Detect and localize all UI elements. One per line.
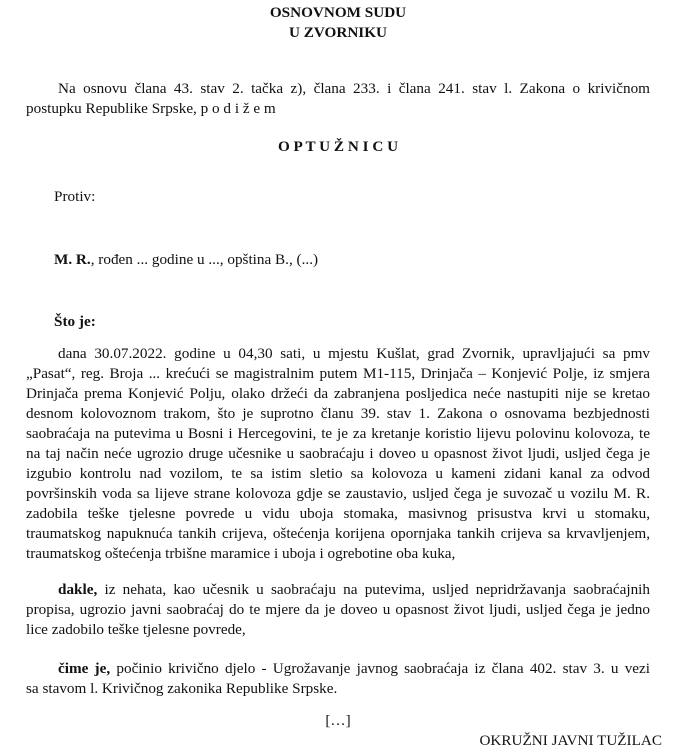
facts-line: desnom kolovoznom trakom, što je suprotno članu 39. stav 1. Zakona o osnovama bezbjednosti [26,405,650,422]
facts-line: dana 30.07.2022. godine u 04,30 sati, u mjestu Kušlat, grad Zvornik, upravljajući sa pmv [58,345,650,362]
document-title: O P T U Ž N I C U [277,138,399,155]
court-name-line1: OSNOVNOM SUDU [269,4,407,21]
cime-je-lead: čime je, [58,660,111,677]
sto-je-label: Što je: [54,313,96,330]
dakle-lead: dakle, [58,581,98,598]
dakle-line1: dakle, iz nehata, kao učesnik u saobraćaju na putevima, usljed nepridržavanja saobraćajnih [58,581,650,598]
facts-line: „Pasat“, reg. Broja ... krećući se magistralnim putem M1-115, Drinjača – Konjević Polje, iz smjera [26,365,650,382]
preamble-line2: postupku Republike Srpske, p o d i ž e m [26,100,276,117]
dakle-line3: lice zadobilo teške tjelesne povrede, [26,621,246,638]
facts-line: traumatskog oštećenja trbišne maramice i uboja i ogrebotine oba kuka, [26,545,456,562]
cime-je-line2: sa stavom l. Krivičnog zakonika Republike Srpske. [26,680,338,697]
dakle-line2: propisa, ugrozio javni saobraćaj do te mjere da je doveo u opasnost život ljudi, usljed čega je jedno [26,601,650,618]
court-name-line2: U ZVORNIKU [289,24,387,41]
facts-line: Drinjača prema Konjević Polju, olako držeći da zabranjena posljedica neće nastupiti nije se kretao [26,385,650,402]
facts-line: traumatskog napuknuća tankih crijeva, oštećenja korijena opornjaka tankih crijeva sa krvavljenjem, [26,525,650,542]
accused-name: M. R. [54,251,91,268]
facts-line: saobraćaja na putevima u Bosni i Hercegovini, te je za kretanje koristio lijevu polovinu kolovoza, te [26,425,650,442]
signature-title: OKRUŽNI JAVNI TUŽILAC [479,732,662,749]
protiv-label: Protiv: [54,188,96,205]
facts-line: izgubio kontrolu nad vozilom, te sa istim sletio sa kolovoza u kameni zidani kanal za odvod [26,465,650,482]
accused-line [54,250,318,270]
accused-details: , rođen ... godine u ..., opština B., (...) [90,251,319,268]
facts-line: površinskih voda sa lijeve strane kolovoza gdje se zaustavio, usljed čega je suvozač u vozilu M. R. [26,485,650,502]
facts-line: na taj način neće ugrozio druge učesnike u saobraćaju i doveo u opasnost život ljudi, usljed čega je [26,445,650,462]
cime-je-line1: čime je, počinio krivično djelo - Ugrožavanje javnog saobraćaja iz člana 402. stav 3. u vezi [58,660,650,677]
facts-line: zadobila teške tjelesne povrede u vidu uboja stomaka, masivnog prisustva krvi u stomaku, [26,505,650,522]
omission-ellipsis: […] [325,712,351,729]
preamble-line1: Na osnovu člana 43. stav 2. tačka z), člana 233. i člana 241. stav l. Zakona o krivičnom [58,80,650,97]
